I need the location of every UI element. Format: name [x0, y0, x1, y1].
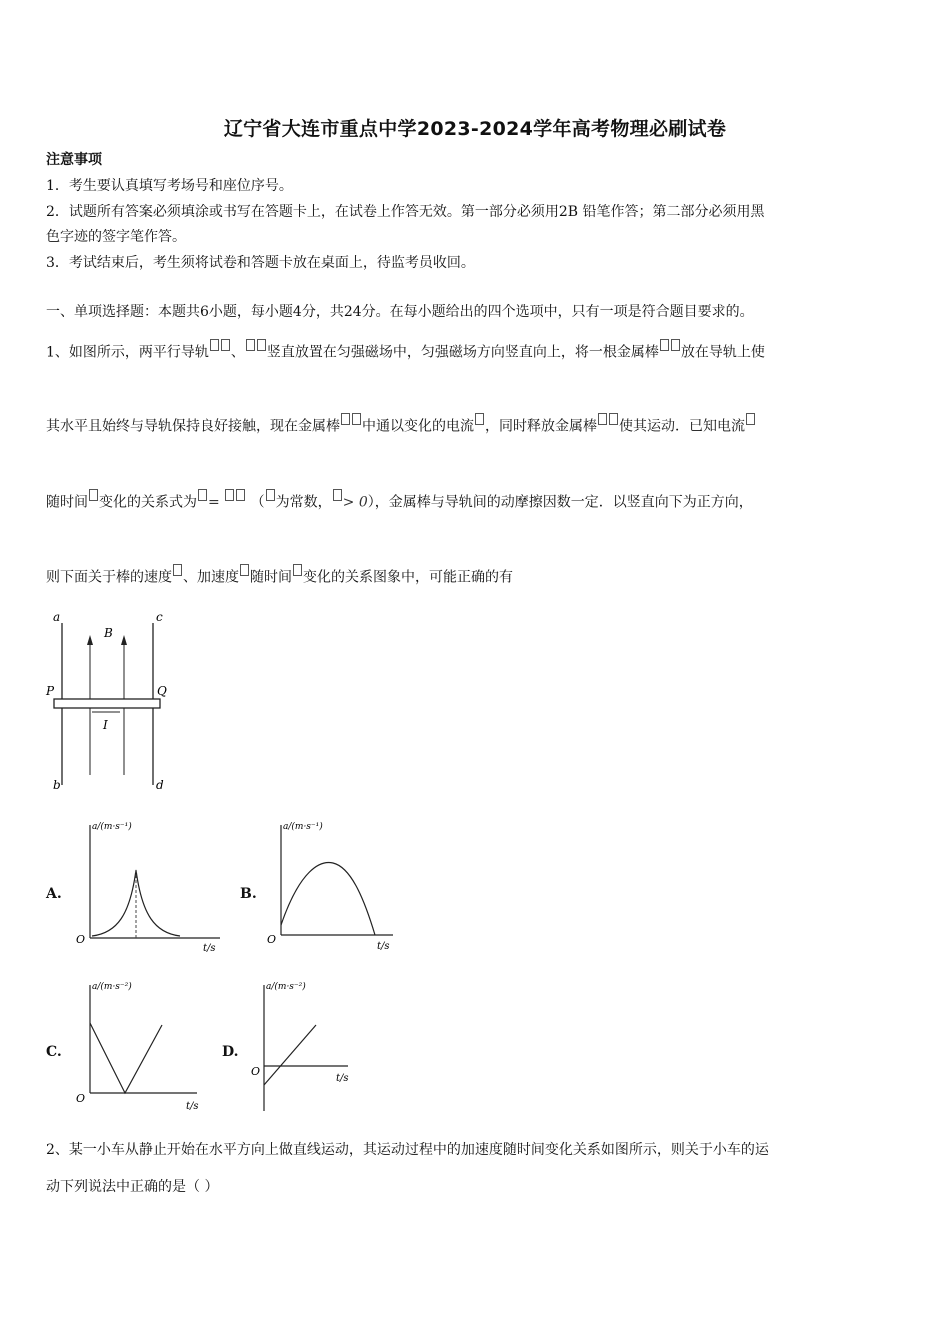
missing-glyph-icon: [221, 339, 230, 351]
option-c-label[interactable]: C.: [46, 1044, 62, 1060]
rails-figure: [40, 605, 180, 795]
arrow-up-icon: [87, 635, 93, 645]
missing-glyph-icon: [236, 489, 245, 501]
missing-glyph-icon: [598, 413, 607, 425]
q1-text: 中通以变化的电流: [362, 418, 474, 435]
missing-glyph-icon: [89, 489, 98, 501]
label-a: a: [53, 610, 61, 624]
graph-option-a: [72, 815, 232, 955]
y-axis-label: a/(m·s⁻²): [266, 982, 306, 992]
label-I: I: [103, 718, 108, 732]
curve: [281, 863, 375, 935]
q1-line-2: [46, 413, 756, 437]
missing-glyph-icon: [246, 339, 255, 351]
q1-text: ），金属棒与导轨间的动摩擦因数一定．以竖直向下为正方向，: [367, 494, 753, 511]
q1-text: 使其运动．已知电流: [619, 418, 745, 435]
missing-glyph-icon: [266, 489, 275, 501]
label-c: c: [156, 610, 163, 624]
missing-glyph-icon: [257, 339, 266, 351]
option-d-label[interactable]: D.: [222, 1044, 239, 1060]
y-axis-label: a/(m·s⁻¹): [92, 822, 132, 832]
arrow-up-icon: [121, 635, 127, 645]
graph-option-c: [72, 975, 212, 1115]
notes-item-1: 1．考生要认真填写考场号和座位序号。: [46, 178, 293, 194]
missing-glyph-icon: [333, 489, 342, 501]
q1-text: 为常数，: [275, 494, 332, 511]
origin-label: O: [76, 1092, 86, 1105]
q1-text: 则下面关于棒的速度: [46, 569, 172, 586]
x-axis-label: t/s: [186, 1101, 199, 1112]
q1-line-3: [46, 489, 753, 513]
origin-label: O: [251, 1065, 261, 1078]
missing-glyph-icon: [173, 564, 182, 576]
origin-label: O: [267, 933, 277, 946]
notes-item-3: 3．考试结束后，考生须将试卷和答题卡放在桌面上，待监考员收回。: [46, 255, 475, 271]
missing-glyph-icon: [671, 339, 680, 351]
q1-text: 随时间: [250, 569, 292, 586]
equation-text: =: [208, 494, 225, 511]
missing-glyph-icon: [225, 489, 234, 501]
y-axis-label: a/(m·s⁻²): [92, 982, 132, 992]
q1-text: ，同时释放金属棒: [485, 418, 597, 435]
x-axis-label: t/s: [336, 1073, 349, 1084]
label-B: B: [104, 626, 113, 640]
q2-line-2: 动下列说法中正确的是（ ）: [46, 1179, 219, 1195]
graph-option-b: [265, 815, 405, 955]
page-title: 辽宁省大连市重点中学2023-2024学年高考物理必刷试卷: [223, 118, 727, 140]
q1-text: 其水平且始终与导轨保持良好接触，现在金属棒: [46, 418, 340, 435]
q2-line-1: 2、某一小车从静止开始在水平方向上做直线运动，其运动过程中的加速度随时间变化关系如图所示，则关于小车的运: [46, 1142, 769, 1158]
option-a-label[interactable]: A.: [46, 886, 62, 902]
equation-text: > 0: [342, 494, 368, 511]
sloped-line: [264, 1025, 316, 1085]
section1-heading: 一、单项选择题：本题共6小题，每小题4分，共24分。在每小题给出的四个选项中，只有一项是符合题目要求的。: [46, 304, 754, 320]
q1-text: （: [250, 494, 265, 511]
v-line: [90, 1023, 162, 1093]
missing-glyph-icon: [341, 413, 350, 425]
q1-line-4: [46, 564, 513, 588]
q1-text: 变化的关系式为: [99, 494, 197, 511]
missing-glyph-icon: [198, 489, 207, 501]
x-axis-label: t/s: [203, 943, 216, 954]
origin-label: O: [76, 933, 86, 946]
missing-glyph-icon: [352, 413, 361, 425]
missing-glyph-icon: [210, 339, 219, 351]
missing-glyph-icon: [746, 413, 755, 425]
q1-line-1: [46, 339, 765, 363]
q1-text: 随时间: [46, 494, 88, 511]
option-b-label[interactable]: B.: [240, 886, 257, 902]
notes-item-2-cont: 色字迹的签字笔作答。: [46, 229, 186, 245]
label-d: d: [156, 778, 164, 792]
y-axis-label: a/(m·s⁻¹): [283, 822, 323, 832]
metal-rod: [54, 699, 160, 708]
q1-text: 变化的关系图象中，可能正确的有: [303, 569, 513, 586]
missing-glyph-icon: [475, 413, 484, 425]
notes-heading: 注意事项: [46, 152, 102, 168]
x-axis-label: t/s: [377, 941, 390, 952]
graph-option-d: [248, 975, 368, 1115]
q1-text: 1、如图所示，两平行导轨: [46, 344, 209, 361]
q1-text: 竖直放置在匀强磁场中，匀强磁场方向竖直向上，将一根金属棒: [266, 344, 659, 361]
label-b: b: [53, 778, 61, 792]
notes-item-2: 2．试题所有答案必须填涂或书写在答题卡上，在试卷上作答无效。第一部分必须用2B 铅笔作答；第二部分必须用黑: [46, 204, 765, 220]
label-P: P: [46, 684, 55, 698]
missing-glyph-icon: [660, 339, 669, 351]
q1-text: 放在导轨上使: [680, 344, 765, 361]
q1-text: 、加速度: [183, 569, 239, 586]
missing-glyph-icon: [293, 564, 302, 576]
missing-glyph-icon: [609, 413, 618, 425]
missing-glyph-icon: [240, 564, 249, 576]
label-Q: Q: [157, 684, 167, 698]
q1-text: 、: [230, 344, 245, 361]
